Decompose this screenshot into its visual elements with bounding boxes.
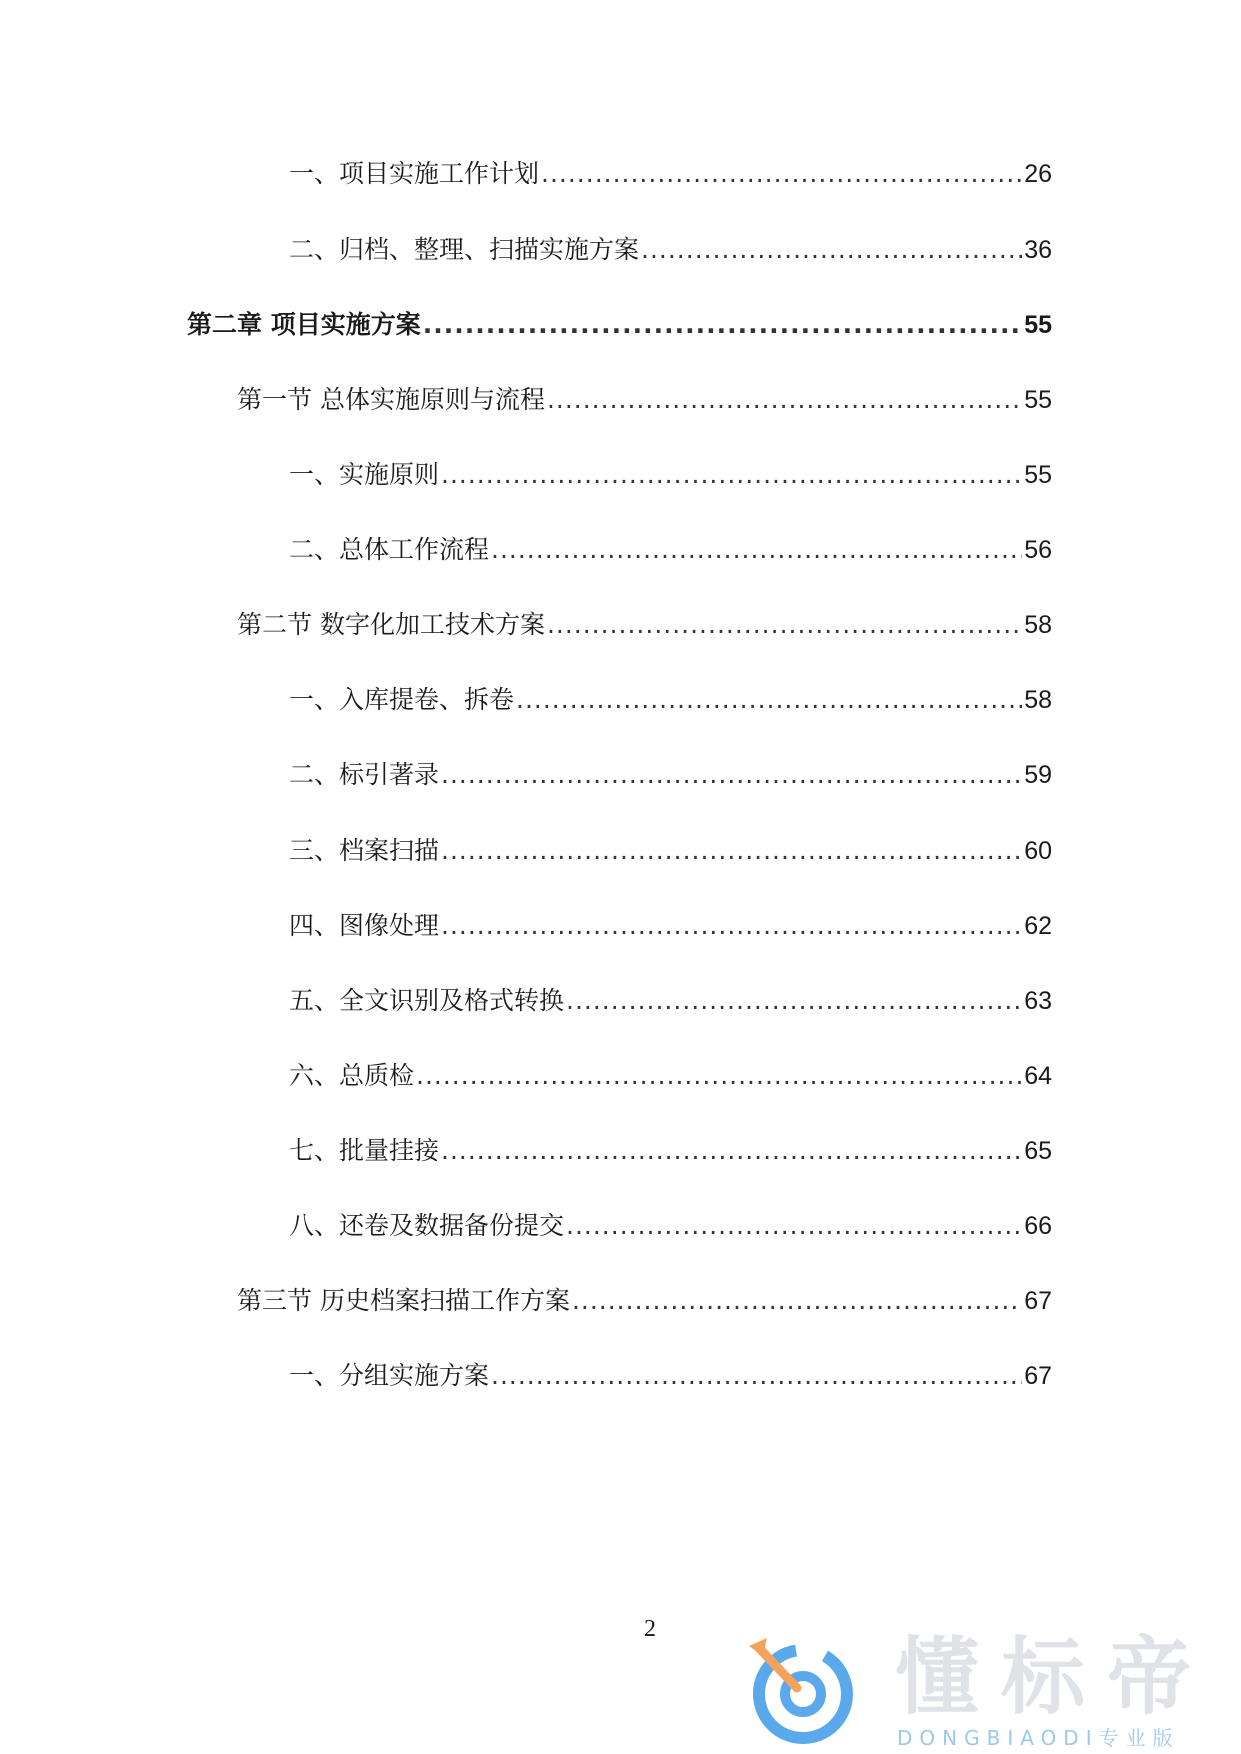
toc-entry-page: 67	[1024, 1362, 1052, 1390]
toc-dot-leader	[441, 834, 1022, 868]
toc-dot-leader	[547, 383, 1022, 417]
toc-entry[interactable]	[289, 1359, 1052, 1393]
toc-entry-title: 二、总体工作流程	[289, 535, 490, 564]
toc-entry-page: 55	[1024, 461, 1052, 489]
toc-entry-page: 66	[1024, 1212, 1052, 1240]
toc-entry[interactable]	[289, 458, 1052, 492]
toc-dot-leader	[416, 1059, 1022, 1093]
toc-dot-leader	[641, 233, 1022, 267]
toc-dot-leader	[516, 683, 1022, 717]
toc-entry-page: 56	[1024, 536, 1052, 564]
toc-entry[interactable]	[289, 233, 1052, 267]
toc-entry[interactable]	[289, 984, 1052, 1018]
target-arrow-icon	[745, 1634, 857, 1746]
toc-dot-leader	[547, 608, 1022, 642]
page-number: 2	[644, 1616, 656, 1642]
watermark-brand: 懂标帝	[895, 1628, 1214, 1726]
toc-entry-title: 三、档案扫描	[289, 836, 440, 865]
toc-entry[interactable]	[289, 834, 1052, 868]
toc-entry-title: 二、标引著录	[289, 760, 440, 789]
toc-entry-title: 第三节 历史档案扫描工作方案	[237, 1286, 570, 1315]
toc-dot-leader	[441, 909, 1022, 943]
toc-entry-title: 六、总质检	[289, 1061, 415, 1090]
toc-entry-title: 一、实施原则	[289, 460, 440, 489]
toc-entry-page: 36	[1024, 236, 1052, 264]
toc-dot-leader	[491, 1359, 1022, 1393]
toc-entry-page: 63	[1024, 987, 1052, 1015]
toc-entry-section[interactable]	[237, 383, 1052, 417]
toc-entry-page: 67	[1024, 1287, 1052, 1315]
toc-entry-title: 二、归档、整理、扫描实施方案	[289, 235, 640, 264]
toc-entry-page: 59	[1024, 761, 1052, 789]
toc-entry-page: 60	[1024, 837, 1052, 865]
toc-entry-section[interactable]	[237, 1284, 1052, 1318]
toc-entry[interactable]	[289, 1209, 1052, 1243]
toc-entry-title: 八、还卷及数据备份提交	[289, 1211, 565, 1240]
toc-entry-title: 一、项目实施工作计划	[289, 159, 540, 188]
toc-entry-chapter[interactable]	[187, 308, 1052, 342]
toc-entry-page: 58	[1024, 611, 1052, 639]
toc-entry-title: 四、图像处理	[289, 911, 440, 940]
toc-dot-leader	[423, 308, 1022, 342]
toc-dot-leader	[566, 1209, 1022, 1243]
toc-dot-leader	[441, 758, 1022, 792]
toc-entry-page: 65	[1024, 1137, 1052, 1165]
toc-entry-page: 64	[1024, 1062, 1052, 1090]
toc-entry[interactable]	[289, 157, 1052, 191]
toc-entry-section[interactable]	[237, 608, 1052, 642]
toc-entry-title: 五、全文识别及格式转换	[289, 986, 565, 1015]
toc-entry-title: 第一节 总体实施原则与流程	[237, 385, 545, 414]
toc-entry-title: 七、批量挂接	[289, 1136, 440, 1165]
toc-entry[interactable]	[289, 683, 1052, 717]
toc-dot-leader	[491, 533, 1022, 567]
toc-entry-page: 55	[1024, 386, 1052, 414]
toc-entry-page: 62	[1024, 912, 1052, 940]
watermark	[745, 1628, 1215, 1748]
toc-entry-page: 55	[1024, 311, 1052, 339]
toc-entry-page: 26	[1024, 160, 1052, 188]
toc-dot-leader	[541, 157, 1022, 191]
toc-entry-page: 58	[1024, 686, 1052, 714]
toc-entry-title: 第二章 项目实施方案	[187, 310, 421, 339]
toc-entry-title: 一、分组实施方案	[289, 1361, 490, 1390]
toc-dot-leader	[566, 984, 1022, 1018]
toc-dot-leader	[441, 1134, 1022, 1168]
toc-entry[interactable]	[289, 1134, 1052, 1168]
toc-entry[interactable]	[289, 909, 1052, 943]
toc-entry-title: 第二节 数字化加工技术方案	[237, 610, 545, 639]
toc-entry[interactable]	[289, 758, 1052, 792]
toc-entry[interactable]	[289, 1059, 1052, 1093]
toc-dot-leader	[441, 458, 1022, 492]
watermark-subtitle: DONGBIAODI专业版	[897, 1726, 1180, 1750]
toc-dot-leader	[572, 1284, 1022, 1318]
toc-entry-title: 一、入库提卷、拆卷	[289, 685, 515, 714]
toc-entry[interactable]	[289, 533, 1052, 567]
